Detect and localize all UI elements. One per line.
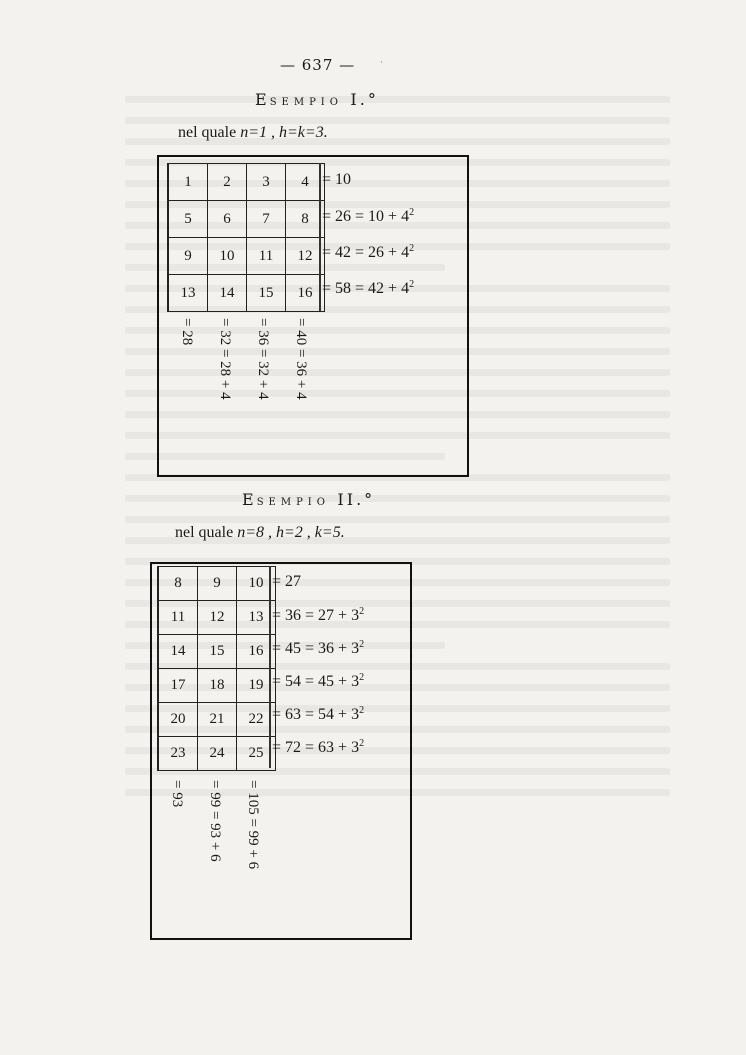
example2-formula-text: n=8 , h=2 , k=5. xyxy=(237,524,345,541)
example2-formula xyxy=(175,524,345,542)
example1-formula-text: n=1 , h=k=3. xyxy=(240,124,328,141)
row-sum: = $42 = 26 + 4^2$ xyxy=(322,243,415,261)
grid-row xyxy=(158,703,276,737)
row-sum: = 27 xyxy=(272,572,302,590)
grid-cell: 9 xyxy=(168,238,208,275)
grid-row xyxy=(158,635,276,669)
bleed-through-line xyxy=(125,495,670,502)
column-sum: = 36 = 32 + 4 xyxy=(255,318,271,400)
grid-cell: 19 xyxy=(237,669,276,703)
example2-title xyxy=(242,490,375,509)
grid-row xyxy=(168,275,325,312)
column-sum: = 99 = 93 + 6 xyxy=(207,780,223,862)
grid-cell: 23 xyxy=(158,737,198,771)
example2-title-initial: E xyxy=(242,490,257,509)
grid-cell: 13 xyxy=(237,601,276,635)
grid-cell: 20 xyxy=(158,703,198,737)
grid-cell: 12 xyxy=(286,238,325,275)
grid-cell: 13 xyxy=(168,275,208,312)
grid-cell: 11 xyxy=(158,601,198,635)
grid-row xyxy=(168,164,325,201)
bleed-through-line xyxy=(125,96,670,103)
grid-cell: 4 xyxy=(286,164,325,201)
grid-cell: 11 xyxy=(247,238,286,275)
grid-cell: 17 xyxy=(158,669,198,703)
column-sum: = 40 = 36 + 4 xyxy=(293,318,309,400)
grid-cell: 8 xyxy=(286,201,325,238)
grid-cell: 16 xyxy=(237,635,276,669)
grid-cell: 15 xyxy=(198,635,237,669)
column-sum: = 93 xyxy=(169,780,185,808)
bleed-through-line xyxy=(125,117,670,124)
grid-cell: 14 xyxy=(158,635,198,669)
example1-title-word: SEMPIO xyxy=(269,97,343,108)
example1-formula-prefix: nel quale xyxy=(178,124,241,141)
grid-cell: 2 xyxy=(208,164,247,201)
example1-formula xyxy=(178,124,328,142)
bleed-through-line xyxy=(125,516,670,523)
row-sum: = $58 = 42 + 4^2$ xyxy=(322,279,415,297)
grid-row xyxy=(158,737,276,771)
grid-cell: 7 xyxy=(247,201,286,238)
grid-cell: 1 xyxy=(168,164,208,201)
row-sum: = $72 = 63 + 3^2$ xyxy=(272,737,365,756)
example1-title-number: I.° xyxy=(350,90,379,109)
grid-row xyxy=(158,601,276,635)
grid-row xyxy=(168,201,325,238)
example1-title xyxy=(255,90,379,109)
grid-cell: 3 xyxy=(247,164,286,201)
example2-formula-prefix: nel quale xyxy=(175,524,238,541)
row-sum: = $45 = 36 + 3^2$ xyxy=(272,638,365,657)
column-sum: = 105 = 99 + 6 xyxy=(245,780,261,870)
row-sum: = 10 xyxy=(322,171,352,188)
row-sum: = $63 = 54 + 3^2$ xyxy=(272,704,365,723)
example2-grid xyxy=(157,566,276,771)
grid-cell: 8 xyxy=(158,567,198,601)
grid-row xyxy=(158,567,276,601)
grid-cell: 10 xyxy=(237,567,276,601)
grid-cell: 5 xyxy=(168,201,208,238)
column-sum: = 32 = 28 + 4 xyxy=(217,318,233,400)
grid-cell: 10 xyxy=(208,238,247,275)
grid-cell: 21 xyxy=(198,703,237,737)
grid-row xyxy=(158,669,276,703)
grid-cell: 16 xyxy=(286,275,325,312)
row-sum: = $54 = 45 + 3^2$ xyxy=(272,671,365,690)
page-number-text: — 637 — xyxy=(280,56,356,74)
example2-title-word: SEMPIO xyxy=(256,497,330,508)
page-mark: · xyxy=(380,58,384,68)
example1-title-initial: E xyxy=(255,90,270,109)
row-sum: = $36 = 27 + 3^2$ xyxy=(272,605,365,624)
row-sum: = $26 = 10 + 4^2$ xyxy=(322,207,415,225)
grid-cell: 14 xyxy=(208,275,247,312)
grid-cell: 22 xyxy=(237,703,276,737)
example1-grid xyxy=(167,163,325,312)
grid-cell: 25 xyxy=(237,737,276,771)
page-number xyxy=(280,56,384,74)
grid-row xyxy=(168,238,325,275)
grid-cell: 18 xyxy=(198,669,237,703)
example2-grid-shadow xyxy=(269,566,271,768)
example1-grid-shadow xyxy=(319,163,321,311)
grid-cell: 15 xyxy=(247,275,286,312)
example2-title-number: II.° xyxy=(337,490,376,509)
column-sum: = 28 xyxy=(179,318,195,346)
grid-cell: 9 xyxy=(198,567,237,601)
grid-cell: 12 xyxy=(198,601,237,635)
grid-cell: 6 xyxy=(208,201,247,238)
grid-cell: 24 xyxy=(198,737,237,771)
